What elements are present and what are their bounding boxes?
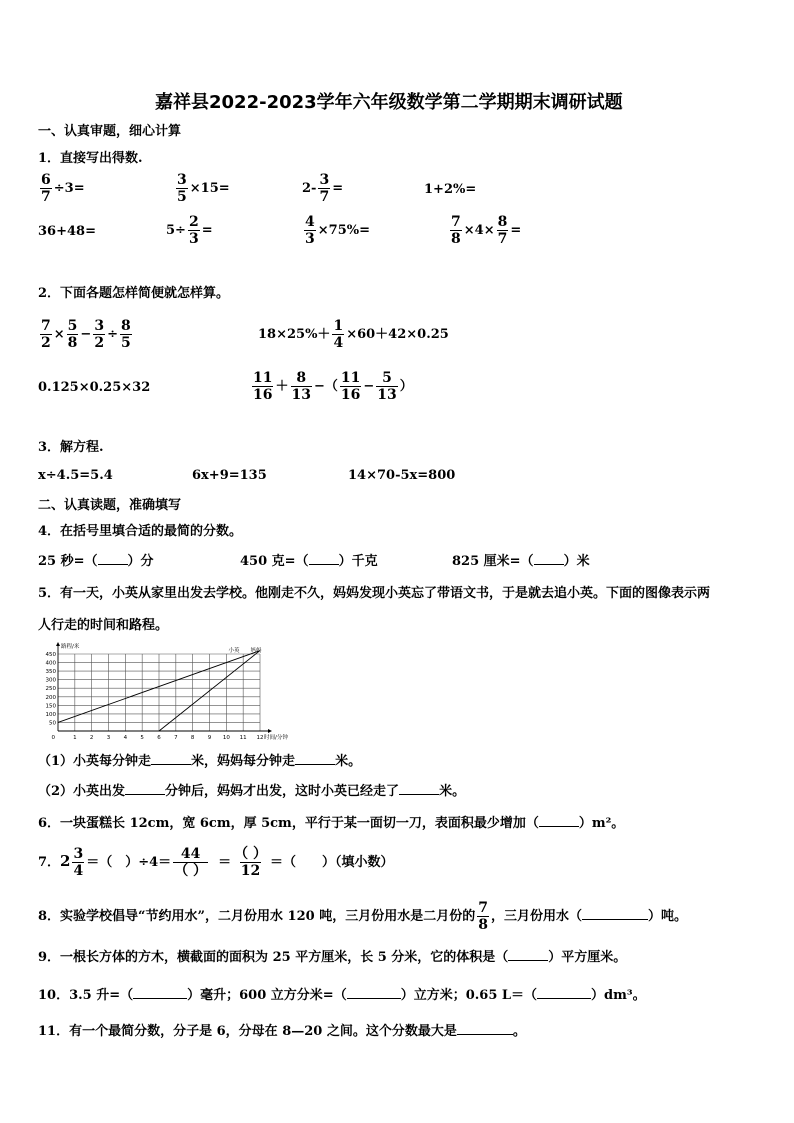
x-axis-arrow [268,729,272,733]
q2-item-a: $\frac{7}{2}$ × $\frac{5}{8}$ − $\frac{3}{2}$ ÷ $\frac{8}{5}$ [41,318,131,351]
y-tick-label: 350 [45,669,56,676]
section-1-heading: 一、认真审题，细心计算 [38,124,182,139]
q3-equation-3: 14×70-5x=800 [348,468,456,483]
x-tick-label: 3 [106,735,111,741]
q9: 9．一根长方体的方木，横截面的面积为 25 平方厘米，长 5 分米，它的体积是（ ）平方厘米。 [38,950,627,965]
x-tick-label: 4 [123,735,128,741]
chart-axes [56,642,272,733]
q1-item-g: $\frac{4}{3}$ ×75%= [305,214,370,247]
q7: 7．2 $\frac{3}{4}$ ＝（ ）÷4＝ $\frac{44}{( )}$ ＝ $\frac{( )}{12}$ ＝（ ）（填小数） [38,846,394,879]
q3-label: 3．解方程. [38,440,104,455]
q2-item-b: 18×25%＋ $\frac{1}{4}$ ×60＋42×0.25 [258,318,449,351]
x-tick-label: 1 [73,735,77,741]
q1-item-f: 5÷ $\frac{2}{3}$ = [166,214,213,247]
q3-equation-2: 6x+9=135 [192,468,267,483]
q1-item-b: $\frac{3}{5}$ ×15= [177,172,230,205]
x-tick-label: 6 [157,735,161,741]
q5-text-line-2: 人行走的时间和路程。 [38,618,169,633]
page-title: 嘉祥县2022-2023学年六年级数学第二学期期末调研试题 [155,92,623,113]
origin-label: 0 [51,735,55,741]
q1-item-e: 36+48= [38,224,96,239]
q1-item-c: 2- $\frac{3}{7}$ = [302,172,344,205]
q5-sub-2: （2）小英出发 分钟后，妈妈才出发，这时小英已经走了 米。 [38,784,466,799]
chart-grid [58,654,260,731]
x-tick-label: 8 [190,735,195,741]
q5-text-line-1: 5．有一天，小英从家里出发去学校。他刚走不久，妈妈发现小英忘了带语文书，于是就去追小英。下面的图像表示两 [38,586,711,601]
x-tick-label: 7 [174,735,178,741]
y-tick-label: 450 [45,652,56,658]
q2-item-d: $\frac{11}{16}$ ＋ $\frac{8}{13}$ −（ $\frac{11}{16}$ − $\frac{5}{13}$ ） [253,370,413,403]
q10: 10．3.5 升=（ ）毫升；600 立方分米=（ ）立方米；0.65 L＝（ ）dm³。 [38,988,646,1003]
y-tick-label: 250 [45,686,56,693]
y-tick-label: 200 [45,694,56,701]
y-tick-label: 100 [45,711,56,718]
y-axis-label: 路程/米 [61,644,80,650]
x-tick-label: 10 [222,735,230,741]
q4-item-b: 450 克=（ ）千克 [240,554,378,569]
q1-item-d: 1+2%= [424,182,477,197]
y-tick-label: 300 [45,677,56,684]
q5-sub-1: （1）小英每分钟走 米，妈妈每分钟走 米。 [38,754,362,769]
distance-time-chart [36,640,288,741]
series-label: 小英 [228,648,240,654]
chart-labels [61,642,288,741]
q3-equation-1: x÷4.5=5.4 [38,468,113,483]
q4-item-a: 25 秒=（ ）分 [38,554,154,569]
q11: 11．有一个最简分数，分子是 6，分母在 8—20 之间。这个分数最大是 。 [38,1024,526,1039]
q1-item-a: $\frac{6}{7}$ ÷3= [41,172,85,205]
x-tick-label: 11 [239,735,247,741]
y-axis-arrow [56,642,60,646]
x-tick-label: 12 [256,735,264,741]
q1-label: 1．直接写出得数. [38,151,143,166]
q2-label: 2．下面各题怎样简便就怎样算。 [38,286,230,301]
q4-item-c: 825 厘米=（ ）米 [452,554,590,569]
q1-item-h: $\frac{7}{8}$ ×4× $\frac{8}{7}$ = [451,214,522,247]
q8: 8．实验学校倡导“节约用水”，二月份用水 120 吨，三月份用水是二月份的 $\frac{7}{8}$ ，三月份用水（ ）吨。 [38,900,687,933]
q6: 6．一块蛋糕长 12cm，宽 6cm，厚 5cm，平行于某一面切一刀，表面积最少增加（ ）m²。 [38,816,625,831]
x-tick-label: 9 [207,735,212,741]
section-2-heading: 二、认真读题，准确填写 [38,498,182,513]
y-tick-label: 150 [45,703,56,710]
x-axis-label: 时间/分钟 [264,735,288,741]
y-tick-label: 400 [45,660,56,667]
x-tick-label: 5 [140,735,144,741]
y-tick-label: 50 [49,720,56,727]
q2-item-c: 0.125×0.25×32 [38,380,151,395]
q4-label: 4．在括号里填合适的最简的分数。 [38,524,243,539]
x-tick-label: 2 [89,735,94,741]
series-label: 妈妈 [250,648,262,654]
